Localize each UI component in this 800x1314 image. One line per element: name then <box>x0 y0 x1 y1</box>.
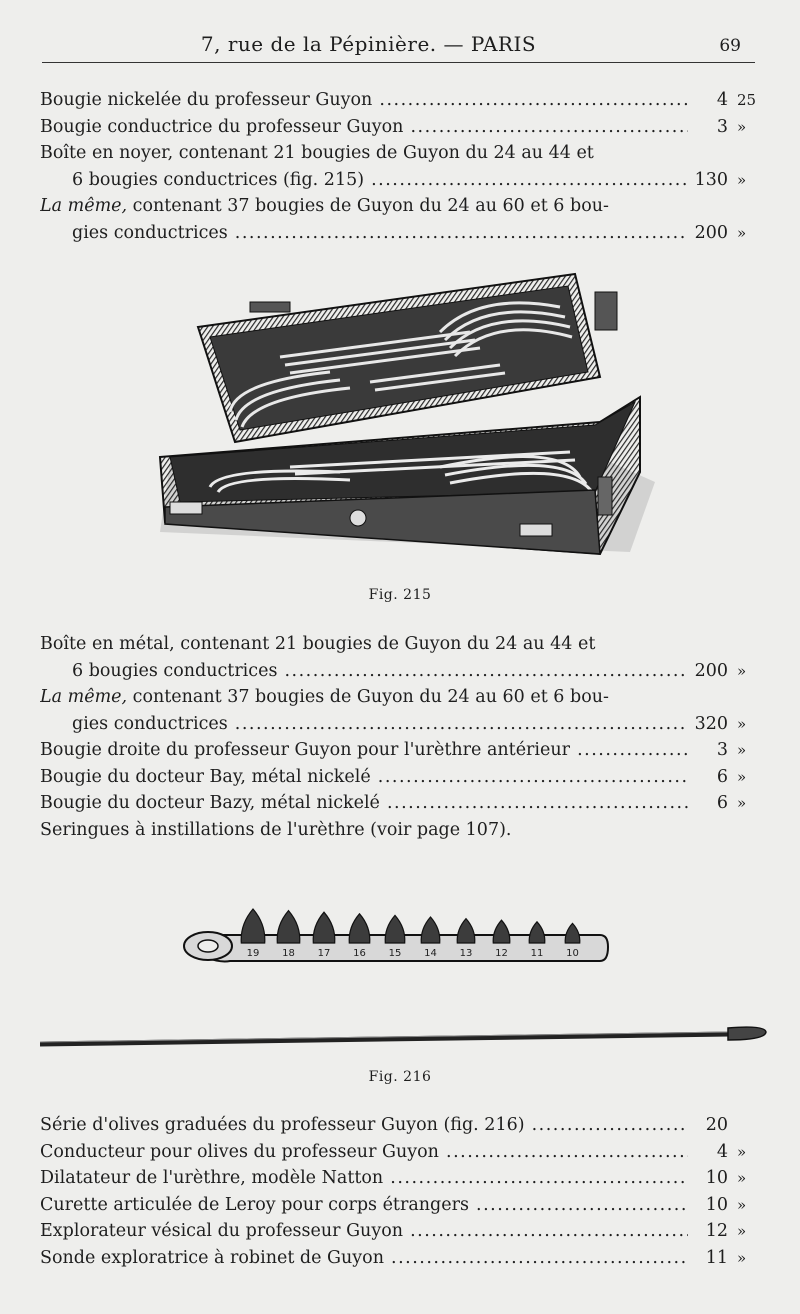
item-label <box>40 684 688 711</box>
olive-icon <box>529 922 545 943</box>
item-cents: » <box>737 1169 747 1187</box>
olive-icon <box>493 920 510 943</box>
item-price: 12 <box>705 1221 728 1241</box>
list-item <box>0 658 800 685</box>
olive-number-label: 19 <box>246 948 260 959</box>
list-item <box>0 1165 800 1192</box>
figure-215-illustration <box>140 262 660 580</box>
list-item <box>0 737 800 764</box>
list-item <box>0 1218 800 1245</box>
item-label: Bougie du docteur Bazy, métal nickelé ..... <box>40 790 688 817</box>
olive-number-label: 11 <box>530 948 544 959</box>
item-cents: » <box>737 1222 747 1240</box>
olive-icon <box>385 915 405 943</box>
olive-number-label: 13 <box>459 948 473 959</box>
figure-216-caption: Fig. 216 <box>368 1069 432 1085</box>
item-label: gies conductrices ..... <box>72 220 688 247</box>
item-label-rest: contenant 37 bougies de Guyon du 24 au 60 et 6 bou- <box>127 196 609 216</box>
item-cents: 25 <box>737 91 757 109</box>
item-cents: » <box>737 741 747 759</box>
list-item <box>0 817 800 844</box>
item-cents: » <box>737 223 747 242</box>
item-label <box>40 193 688 220</box>
item-price: 11 <box>705 1247 728 1268</box>
item-cents: » <box>737 714 747 733</box>
list-item <box>0 764 800 791</box>
item-label: Seringues à instillations de l'urèthre (voir page 107). <box>40 819 512 840</box>
olive-number-label: 12 <box>495 948 508 959</box>
list-item <box>0 140 800 167</box>
item-cents: » <box>737 661 747 680</box>
figure-215-caption: Fig. 215 <box>368 587 432 603</box>
list-item <box>0 790 800 817</box>
olive-number-label: 16 <box>353 948 366 959</box>
item-label: Boîte en métal, contenant 21 bougies de Guyon du 24 au 44 et <box>40 634 596 654</box>
price-list-section-3 <box>0 1112 800 1271</box>
list-item <box>0 684 800 711</box>
item-price: 20 <box>705 1115 728 1135</box>
item-label: Conducteur pour olives du professeur Guyon ..... <box>40 1139 688 1166</box>
item-label: Bougie nickelée du professeur Guyon ..... <box>40 87 688 114</box>
olive-number-label: 17 <box>317 948 331 959</box>
item-label: Sonde exploratrice à robinet de Guyon ..... <box>40 1245 688 1272</box>
item-label: gies conductrices ..... <box>72 711 688 738</box>
item-price: 130 <box>694 169 728 190</box>
item-cents: » <box>737 117 747 136</box>
item-label: Bougie conductrice du professeur Guyon ..... <box>40 114 688 141</box>
item-cents: » <box>737 1195 747 1214</box>
item-label-italic: La même, <box>40 196 128 216</box>
item-label: 6 bougies conductrices ..... <box>72 658 688 685</box>
item-cents: » <box>737 1142 747 1161</box>
item-label: Boîte en noyer, contenant 21 bougies de Guyon du 24 au 44 et <box>40 143 594 163</box>
list-item <box>0 220 800 247</box>
item-price: 10 <box>705 1194 728 1215</box>
price-list-section-1 <box>0 87 800 246</box>
figure-216-illustration <box>40 895 770 1055</box>
item-label: Bougie droite du professeur Guyon pour l'urèthre antérieur ..... <box>40 737 688 764</box>
list-item <box>0 114 800 141</box>
item-label: Explorateur vésical du professeur Guyon ..... <box>40 1218 688 1245</box>
olive-icon <box>313 912 335 943</box>
item-price: 3 <box>716 740 728 760</box>
olive-icon <box>565 923 580 943</box>
page-header <box>42 30 755 63</box>
list-item <box>0 1192 800 1219</box>
olive-number-label: 10 <box>566 948 579 959</box>
item-label-rest: contenant 37 bougies de Guyon du 24 au 60 et 6 bou- <box>127 687 609 707</box>
item-price: 4 <box>716 1141 728 1162</box>
item-cents: » <box>737 794 747 812</box>
item-label: Curette articulée de Leroy pour corps étrangers ..... <box>40 1192 688 1219</box>
price-list-section-2 <box>0 631 800 843</box>
item-price: 200 <box>694 222 728 243</box>
page-number: 69 <box>719 36 741 56</box>
list-item <box>0 1112 800 1139</box>
olive-icon <box>457 919 475 943</box>
item-price: 200 <box>694 660 728 681</box>
list-item <box>0 1139 800 1166</box>
item-label: Bougie du docteur Bay, métal nickelé ..... <box>40 764 688 791</box>
item-price: 320 <box>694 713 728 734</box>
item-price: 3 <box>716 116 728 137</box>
item-label: 6 bougies conductrices (fig. 215) ..... <box>72 167 688 194</box>
item-price: 10 <box>705 1168 728 1188</box>
item-cents: » <box>737 170 747 189</box>
olive-icon <box>421 917 440 943</box>
list-item <box>0 87 800 114</box>
item-label-italic: La même, <box>40 687 128 707</box>
olive-icon <box>277 911 300 943</box>
list-item <box>0 193 800 220</box>
item-price: 4 <box>716 90 728 110</box>
list-item <box>0 631 800 658</box>
header-title: 7, rue de la Pépinière. — PARIS <box>200 32 537 56</box>
item-cents: » <box>737 767 747 786</box>
olive-icon <box>349 914 370 943</box>
list-item <box>0 1245 800 1272</box>
list-item <box>0 167 800 194</box>
olive-number-label: 18 <box>282 948 295 959</box>
item-cents: » <box>737 1248 747 1267</box>
item-price: 6 <box>716 766 728 787</box>
olive-icon <box>241 909 265 943</box>
item-label: Dilatateur de l'urèthre, modèle Natton ..... <box>40 1165 688 1192</box>
olive-number-label: 14 <box>424 948 437 959</box>
list-item <box>0 711 800 738</box>
item-price: 6 <box>716 793 728 813</box>
olive-number-label: 15 <box>388 948 402 959</box>
item-label: Série d'olives graduées du professeur Guyon (fig. 216) ..... <box>40 1112 688 1139</box>
